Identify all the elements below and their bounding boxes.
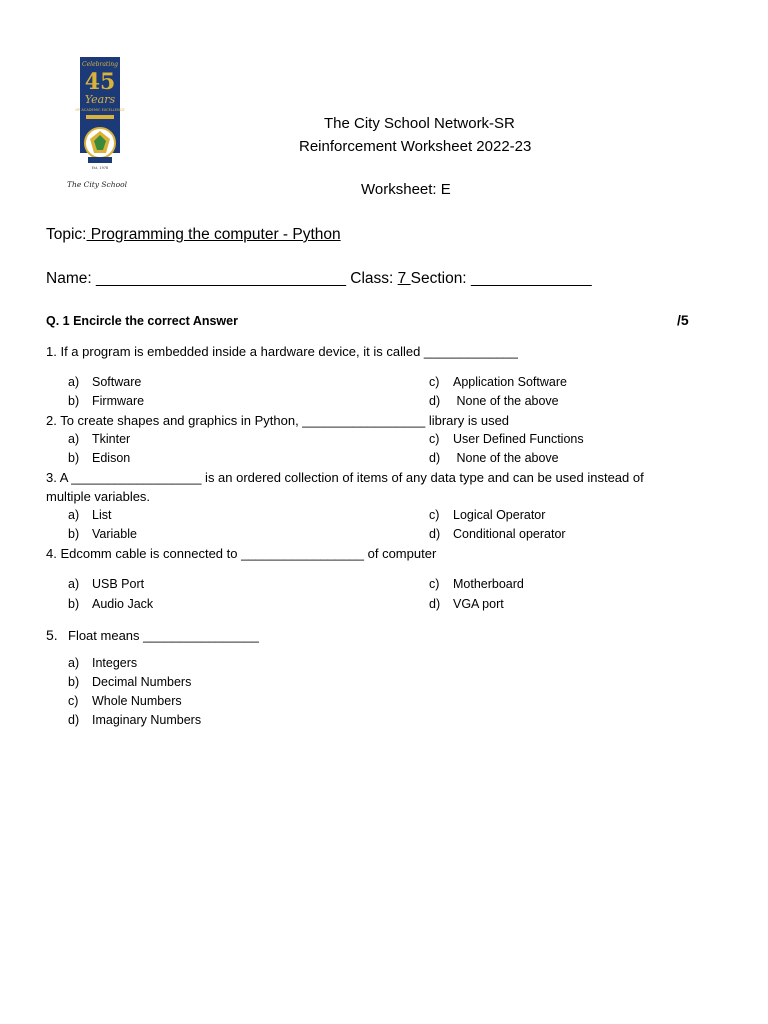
student-info-line <box>46 270 592 288</box>
q5-option-c: c) Whole Numbers <box>68 694 182 708</box>
q2-option-c: c) User Defined Functions <box>429 432 584 446</box>
q3-option-a: a) List <box>68 508 112 522</box>
logo-years-word: Years <box>84 93 116 106</box>
q5-option-d: d) Imaginary Numbers <box>68 713 202 727</box>
question-5-number: 5. <box>46 627 58 643</box>
logo-top-script: Celebrating <box>82 61 118 68</box>
q5-option-a: a) Integers <box>68 656 138 670</box>
school-logo <box>66 55 134 193</box>
q1-option-d: d) None of the above <box>429 394 559 408</box>
question-4: 4. Edcomm cable is connected to _________________ of computer <box>46 546 437 561</box>
q2-option-b: b) Edison <box>68 451 131 465</box>
q4-option-c: c) Motherboard <box>429 577 524 591</box>
logo-emblem-icon <box>66 55 134 193</box>
logo-tagline: OF ACADEMIC EXCELLENCE <box>75 108 125 112</box>
q2-option-d: d) None of the above <box>429 451 559 465</box>
q3-option-d: d) Conditional operator <box>429 527 566 541</box>
logo-school-script: The City School <box>66 180 128 189</box>
section-label: Section: <box>410 270 467 287</box>
q1-heading: Q. 1 Encircle the correct Answer <box>46 314 238 328</box>
header-worksheet: Worksheet: E <box>361 181 451 198</box>
question-3-continued: multiple variables. <box>46 489 151 504</box>
q4-option-a: a) USB Port <box>68 577 145 591</box>
q4-option-b: b) Audio Jack <box>68 597 154 611</box>
class-value: 7 <box>397 270 411 287</box>
q4-option-d: d) VGA port <box>429 597 504 611</box>
q5-option-b: b) Decimal Numbers <box>68 675 192 689</box>
q3-option-b: b) Variable <box>68 527 137 541</box>
question-5 <box>46 627 259 643</box>
header-title: Reinforcement Worksheet 2022-23 <box>299 138 532 155</box>
topic-label: Topic: <box>46 226 87 243</box>
header-school: The City School Network-SR <box>324 115 515 132</box>
question-3: 3. A __________________ is an ordered collection of items of any data type and can be used instead of <box>46 470 644 485</box>
q3-option-c: c) Logical Operator <box>429 508 546 522</box>
name-blank: _____________________________ <box>95 270 346 287</box>
logo-years-number: 45 <box>84 69 116 95</box>
q1-option-a: a) Software <box>68 375 142 389</box>
topic-line <box>46 226 341 244</box>
q1-option-c: c) Application Software <box>429 375 567 389</box>
question-5-text: Float means ________________ <box>68 628 259 643</box>
class-label: Class: <box>350 270 394 287</box>
question-1: 1. If a program is embedded inside a hardware device, it is called _____________ <box>46 344 518 359</box>
q1-marks: /5 <box>677 312 689 328</box>
logo-est: Est. 1978 <box>91 166 109 170</box>
q2-option-a: a) Tkinter <box>68 432 131 446</box>
q1-option-b: b) Firmware <box>68 394 145 408</box>
topic-value: Programming the computer - Python <box>86 226 341 243</box>
section-blank: ______________ <box>470 270 592 287</box>
question-2: 2. To create shapes and graphics in Python, _________________ library is used <box>46 413 510 428</box>
name-label: Name: <box>46 270 92 287</box>
